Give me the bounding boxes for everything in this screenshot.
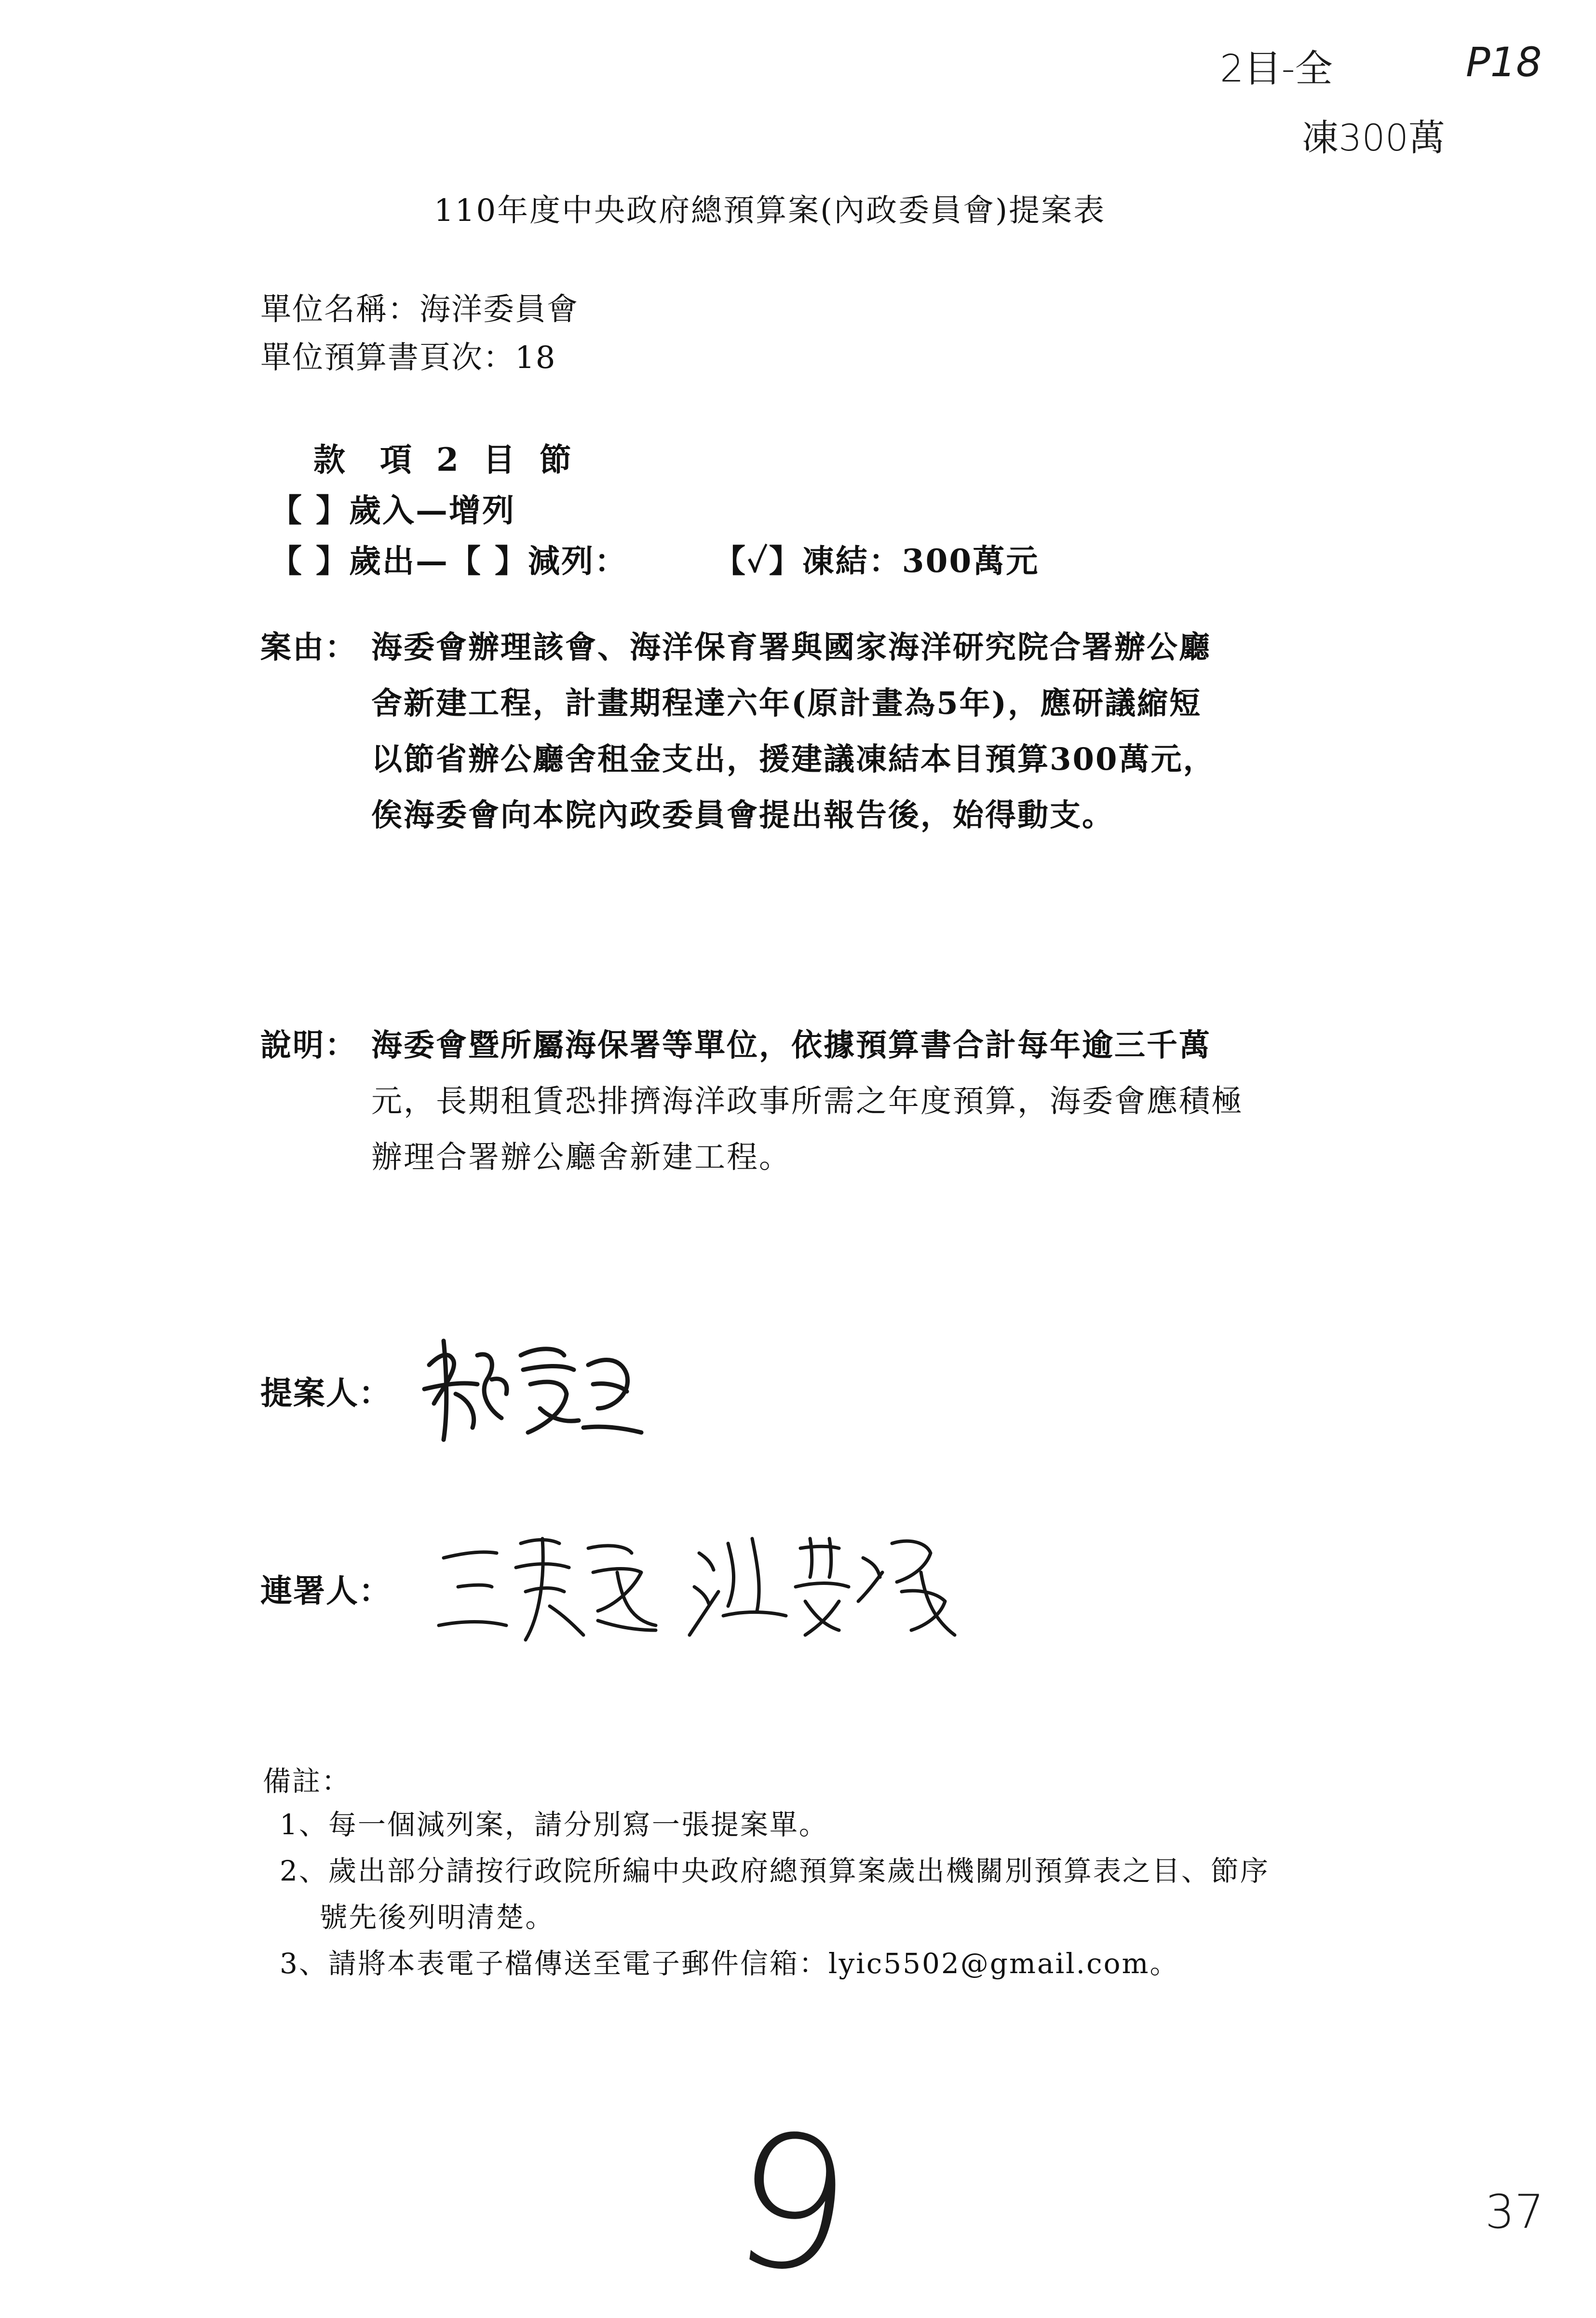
reason-body — [371, 620, 1216, 844]
annotation-top-page: P18 — [1466, 39, 1542, 86]
proposer-signature — [419, 1336, 651, 1447]
notes-list — [280, 1801, 1270, 1987]
note-item: 3、請將本表電子檔傳送至電子郵件信箱：lyic5502@gmail.com。 — [280, 1947, 1179, 1980]
annotation-page-number: 37 — [1485, 2185, 1544, 2239]
expenditure-line-b: 【✓】凍結：300萬元 — [714, 542, 1040, 580]
unit-name-row — [260, 285, 579, 329]
revenue-line: 【 】歲入—增列 — [270, 491, 515, 529]
annotation-big-number: 9 — [718, 2090, 864, 2318]
explain-line: 海委會暨所屬海保署等單位，依據預算書合計每年逾三千萬 — [371, 1027, 1211, 1064]
category-line: 款 項 2 目 節 — [313, 441, 573, 478]
reason-line: 俟海委會向本院內政委員會提出報告後，始得動支。 — [371, 797, 1114, 833]
unit-name-label: 單位名稱： — [260, 292, 419, 327]
reason-line: 海委會辦理該會、海洋保育署與國家海洋研究院合署辦公廳 — [371, 629, 1211, 666]
note-item: 號先後列明清楚。 — [280, 1901, 555, 1934]
document-title: 110年度中央政府總預算案(內政委員會)提案表 — [434, 193, 1106, 229]
expenditure-line-a: 【 】歲出—【 】減列： — [270, 542, 628, 580]
proposer-label: 提案人： — [260, 1374, 392, 1412]
budget-page-label: 單位預算書頁次： — [260, 340, 515, 376]
explain-line: 元，長期租賃恐排擠海洋政事所需之年度預算，海委會應積極 — [371, 1084, 1244, 1119]
note-item: 2、歲出部分請按行政院所編中央政府總預算案歲出機關別預算表之目、節序 — [280, 1854, 1270, 1887]
cosigner-signatures — [429, 1524, 984, 1650]
notes-title: 備註： — [263, 1765, 352, 1798]
annotation-top-freeze: 凍300萬 — [1302, 116, 1446, 159]
cosigner-label: 連署人： — [260, 1572, 392, 1609]
annotation-top-code: 2目-全 — [1220, 47, 1333, 91]
reason-line: 以節省辦公廳舍租金支出，援建議凍結本目預算300萬元， — [371, 741, 1216, 777]
reason-label: 案由： — [260, 629, 357, 666]
unit-name-value: 海洋委員會 — [419, 292, 579, 327]
budget-page-row — [260, 333, 556, 377]
explain-line: 辦理合署辦公廳舍新建工程。 — [371, 1140, 791, 1175]
note-item: 1、每一個減列案，請分別寫一張提案單。 — [280, 1808, 828, 1841]
explain-label: 說明： — [260, 1027, 357, 1064]
explain-body — [371, 1018, 1244, 1186]
reason-line: 舍新建工程，計畫期程達六年(原計畫為5年)，應研議縮短 — [371, 685, 1202, 722]
budget-page-value: 18 — [515, 340, 556, 376]
